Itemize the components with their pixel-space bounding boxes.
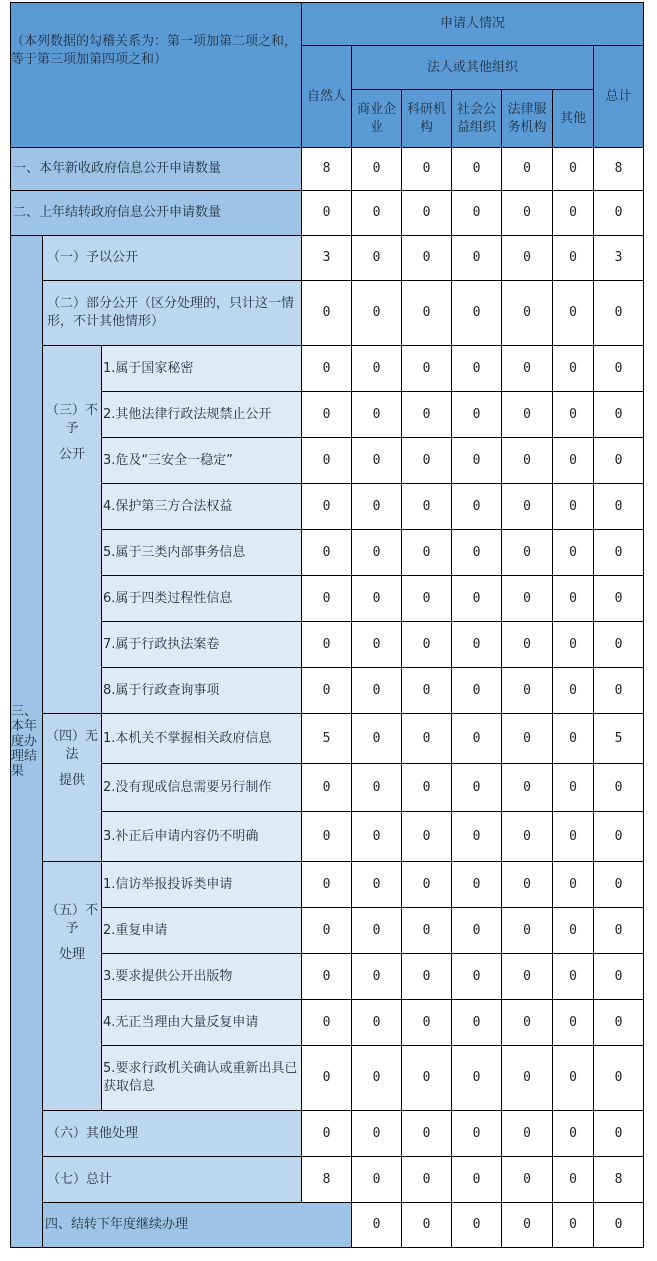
cell-value: 0 — [502, 392, 553, 438]
cell-value: 0 — [352, 392, 402, 438]
cell-value: 0 — [553, 622, 594, 668]
header-public-welfare-org: 社会公益组织 — [452, 90, 502, 148]
header-natural-person: 自然人 — [302, 46, 352, 148]
row-label: （六）其他处理 — [43, 1111, 302, 1157]
row-label: （七）总计 — [43, 1157, 302, 1203]
cell-value: 0 — [553, 714, 594, 764]
table-row — [11, 668, 644, 714]
cell-value: 0 — [352, 191, 402, 236]
table-row — [11, 1157, 644, 1203]
cell-value: 0 — [594, 668, 644, 714]
cell-value: 0 — [352, 668, 402, 714]
cell-value: 0 — [553, 1000, 594, 1046]
cell-value: 0 — [352, 281, 402, 346]
cell-value: 0 — [594, 862, 644, 908]
cell-value: 0 — [402, 812, 452, 862]
table-row — [11, 1203, 644, 1248]
cell-value: 0 — [402, 191, 452, 236]
cell-value: 0 — [594, 346, 644, 392]
cell-value: 0 — [553, 908, 594, 954]
header-other-org: 其他 — [553, 90, 594, 148]
cell-value: 0 — [553, 764, 594, 812]
cell-value: 0 — [402, 1000, 452, 1046]
cell-value: 0 — [594, 954, 644, 1000]
cell-value: 0 — [452, 191, 502, 236]
cell-value: 0 — [402, 281, 452, 346]
cell-value: 0 — [352, 530, 402, 576]
cell-value: 0 — [452, 346, 502, 392]
cell-value: 0 — [502, 714, 553, 764]
cell-value: 0 — [502, 438, 553, 484]
cell-value: 0 — [553, 148, 594, 191]
cell-value: 0 — [594, 908, 644, 954]
cell-value: 0 — [452, 148, 502, 191]
cell-value: 0 — [553, 1046, 594, 1111]
cell-value: 0 — [553, 812, 594, 862]
cell-value: 0 — [553, 392, 594, 438]
cell-value: 0 — [402, 714, 452, 764]
header-applicant-situation: 申请人情况 — [302, 3, 644, 46]
cell-value: 0 — [402, 484, 452, 530]
cell-value: 0 — [553, 668, 594, 714]
cell-value: 0 — [302, 1000, 352, 1046]
table-row — [11, 392, 644, 438]
row-label: 2.没有现成信息需要另行制作 — [102, 764, 302, 812]
cell-value: 0 — [553, 438, 594, 484]
cell-value: 0 — [352, 1157, 402, 1203]
cell-value: 0 — [553, 191, 594, 236]
cell-value: 0 — [553, 530, 594, 576]
section-3-label: 三、本年度办理结果 — [11, 236, 43, 1248]
cell-value: 0 — [553, 954, 594, 1000]
cell-value: 0 — [402, 346, 452, 392]
cell-value: 0 — [502, 1000, 553, 1046]
cell-value: 0 — [452, 484, 502, 530]
group-5-label — [43, 862, 102, 1111]
cell-value: 0 — [502, 862, 553, 908]
cell-value: 0 — [452, 622, 502, 668]
cell-value: 0 — [452, 1111, 502, 1157]
cell-value: 0 — [402, 954, 452, 1000]
cell-value: 0 — [502, 622, 553, 668]
table-row — [11, 530, 644, 576]
cell-value: 0 — [502, 908, 553, 954]
row-label: 5.属于三类内部事务信息 — [102, 530, 302, 576]
table-row — [11, 346, 644, 392]
cell-value: 0 — [452, 392, 502, 438]
cell-value: 0 — [352, 1000, 402, 1046]
cell-value: 0 — [402, 148, 452, 191]
group-label-b: 处理 — [58, 947, 85, 962]
cell-value: 0 — [502, 812, 553, 862]
cell-value: 0 — [452, 1203, 502, 1248]
cell-value: 0 — [452, 1157, 502, 1203]
cell-value: 0 — [594, 530, 644, 576]
group-label-a: （三）不予 — [45, 403, 98, 436]
table-row — [11, 236, 644, 281]
cell-value: 0 — [302, 484, 352, 530]
cell-value: 0 — [452, 1000, 502, 1046]
cell-value: 0 — [302, 281, 352, 346]
cell-value: 0 — [352, 862, 402, 908]
cell-value: 8 — [594, 1157, 644, 1203]
group-4-label — [43, 714, 102, 862]
cell-value: 0 — [302, 576, 352, 622]
cell-value: 0 — [452, 862, 502, 908]
cell-value: 0 — [352, 438, 402, 484]
cell-value: 0 — [452, 714, 502, 764]
cell-value: 0 — [302, 1046, 352, 1111]
cell-value: 0 — [402, 576, 452, 622]
group-label-a: （五）不予 — [45, 903, 98, 936]
cell-value: 0 — [594, 764, 644, 812]
cell-value: 0 — [352, 1111, 402, 1157]
table-row — [11, 908, 644, 954]
table-row — [11, 438, 644, 484]
cell-value: 0 — [452, 236, 502, 281]
cell-value: 0 — [402, 530, 452, 576]
cell-value: 0 — [402, 1046, 452, 1111]
cell-value: 0 — [452, 281, 502, 346]
cell-value: 0 — [502, 1157, 553, 1203]
cell-value: 0 — [402, 1157, 452, 1203]
cell-value: 0 — [302, 438, 352, 484]
row-label: 1.信访举报投诉类申请 — [102, 862, 302, 908]
cell-value: 0 — [594, 438, 644, 484]
cell-value: 0 — [452, 1046, 502, 1111]
cell-value: 0 — [594, 1203, 644, 1248]
cell-value: 0 — [402, 862, 452, 908]
cell-value: 0 — [594, 392, 644, 438]
cell-value: 0 — [502, 954, 553, 1000]
header-legal-or-other-org: 法人或其他组织 — [352, 46, 594, 90]
row-label: 8.属于行政查询事项 — [102, 668, 302, 714]
cell-value: 0 — [352, 908, 402, 954]
cell-value: 0 — [594, 1000, 644, 1046]
table-row — [11, 281, 644, 346]
cell-value: 0 — [452, 576, 502, 622]
cell-value: 0 — [594, 281, 644, 346]
header-research-institution: 科研机构 — [402, 90, 452, 148]
cell-value: 0 — [553, 862, 594, 908]
row-label: （一）予以公开 — [43, 236, 302, 281]
cell-value: 0 — [502, 346, 553, 392]
cell-value: 0 — [452, 438, 502, 484]
cell-value: 0 — [402, 668, 452, 714]
table-row — [11, 1111, 644, 1157]
cell-value: 0 — [594, 484, 644, 530]
header-legal-service-org: 法律服务机构 — [502, 90, 553, 148]
cell-value: 0 — [302, 346, 352, 392]
cell-value: 0 — [502, 191, 553, 236]
cell-value: 0 — [402, 1203, 452, 1248]
row-label: 6.属于四类过程性信息 — [102, 576, 302, 622]
cell-value: 0 — [553, 346, 594, 392]
cell-value: 0 — [302, 764, 352, 812]
cell-value: 8 — [302, 1157, 352, 1203]
cell-value: 0 — [594, 1111, 644, 1157]
table-row — [11, 1046, 644, 1111]
cell-value: 0 — [502, 281, 553, 346]
cell-value: 0 — [502, 576, 553, 622]
cell-value: 8 — [594, 148, 644, 191]
header-total: 总计 — [594, 46, 644, 148]
table-row — [11, 622, 644, 668]
cell-value: 0 — [352, 812, 402, 862]
cell-value: 0 — [553, 1203, 594, 1248]
cell-value: 0 — [553, 1111, 594, 1157]
row-label: （二）部分公开（区分处理的，只计这一情形，不计其他情形） — [43, 281, 302, 346]
table-row — [11, 148, 644, 191]
cell-value: 0 — [502, 1111, 553, 1157]
table-row — [11, 764, 644, 812]
row-label: 3.补正后申请内容仍不明确 — [102, 812, 302, 862]
cell-value: 0 — [402, 392, 452, 438]
row-label: 四、结转下年度继续办理 — [43, 1203, 352, 1248]
cell-value: 8 — [302, 148, 352, 191]
cell-value: 0 — [302, 530, 352, 576]
cell-value: 0 — [402, 622, 452, 668]
cell-value: 0 — [352, 1046, 402, 1111]
cell-value: 0 — [402, 236, 452, 281]
cell-value: 0 — [502, 1203, 553, 1248]
cell-value: 0 — [502, 484, 553, 530]
header-commercial-enterprise: 商业企业 — [352, 90, 402, 148]
cell-value: 5 — [594, 714, 644, 764]
table-row — [11, 954, 644, 1000]
cell-value: 0 — [352, 236, 402, 281]
row-label: 7.属于行政执法案卷 — [102, 622, 302, 668]
cell-value: 0 — [302, 908, 352, 954]
table-row — [11, 484, 644, 530]
cell-value: 5 — [302, 714, 352, 764]
cell-value: 0 — [302, 812, 352, 862]
cell-value: 0 — [594, 622, 644, 668]
cell-value: 0 — [594, 812, 644, 862]
gov-info-disclosure-table — [10, 2, 644, 1248]
cell-value: 0 — [352, 714, 402, 764]
cell-value: 0 — [402, 764, 452, 812]
cell-value: 0 — [553, 576, 594, 622]
row-label: 2.其他法律行政法规禁止公开 — [102, 392, 302, 438]
table-row — [11, 191, 644, 236]
table-row — [11, 576, 644, 622]
cell-value: 0 — [502, 668, 553, 714]
row-label: 3.危及“三安全一稳定” — [102, 438, 302, 484]
cell-value: 3 — [594, 236, 644, 281]
cell-value: 0 — [302, 668, 352, 714]
row-label: 4.无正当理由大量反复申请 — [102, 1000, 302, 1046]
cell-value: 0 — [302, 862, 352, 908]
row-label: 2.重复申请 — [102, 908, 302, 954]
cell-value: 0 — [352, 764, 402, 812]
cell-value: 0 — [352, 346, 402, 392]
table-row — [11, 812, 644, 862]
cell-value: 0 — [502, 148, 553, 191]
cell-value: 0 — [352, 484, 402, 530]
cell-value: 0 — [352, 148, 402, 191]
cell-value: 0 — [452, 908, 502, 954]
cell-value: 0 — [502, 764, 553, 812]
cell-value: 0 — [452, 530, 502, 576]
cell-value: 0 — [402, 1111, 452, 1157]
table-row — [11, 714, 644, 764]
cell-value: 0 — [352, 1203, 402, 1248]
table-row — [11, 1000, 644, 1046]
cell-value: 0 — [502, 1046, 553, 1111]
cell-value: 0 — [452, 668, 502, 714]
table-row — [11, 862, 644, 908]
cell-value: 0 — [502, 236, 553, 281]
cell-value: 0 — [352, 576, 402, 622]
cell-value: 0 — [553, 236, 594, 281]
row-label: 5.要求行政机关确认或重新出具已获取信息 — [102, 1046, 302, 1111]
group-3-label — [43, 346, 102, 714]
row-label: 一、本年新收政府信息公开申请数量 — [11, 148, 302, 191]
cell-value: 0 — [594, 1046, 644, 1111]
group-label-a: （四）无法 — [45, 729, 98, 762]
cell-value: 0 — [402, 908, 452, 954]
group-label-b: 提供 — [58, 773, 85, 788]
cell-value: 3 — [302, 236, 352, 281]
group-label-b: 公开 — [58, 447, 85, 462]
cell-value: 0 — [352, 954, 402, 1000]
row-label: 二、上年结转政府信息公开申请数量 — [11, 191, 302, 236]
row-label: 4.保护第三方合法权益 — [102, 484, 302, 530]
cell-value: 0 — [594, 191, 644, 236]
cell-value: 0 — [302, 392, 352, 438]
cell-value: 0 — [402, 438, 452, 484]
row-label: 1.本机关不掌握相关政府信息 — [102, 714, 302, 764]
cell-value: 0 — [553, 484, 594, 530]
cell-value: 0 — [594, 576, 644, 622]
cell-value: 0 — [302, 191, 352, 236]
cell-value: 0 — [452, 764, 502, 812]
cell-value: 0 — [553, 1157, 594, 1203]
cell-value: 0 — [502, 530, 553, 576]
cell-value: 0 — [452, 954, 502, 1000]
cell-value: 0 — [302, 622, 352, 668]
row-label: 3.要求提供公开出版物 — [102, 954, 302, 1000]
cell-value: 0 — [302, 1111, 352, 1157]
cell-value: 0 — [352, 622, 402, 668]
cell-value: 0 — [452, 812, 502, 862]
cell-value: 0 — [553, 281, 594, 346]
cell-value: 0 — [302, 954, 352, 1000]
header-note: （本列数据的勾稽关系为：第一项加第二项之和，等于第三项加第四项之和） — [11, 3, 302, 148]
row-label: 1.属于国家秘密 — [102, 346, 302, 392]
